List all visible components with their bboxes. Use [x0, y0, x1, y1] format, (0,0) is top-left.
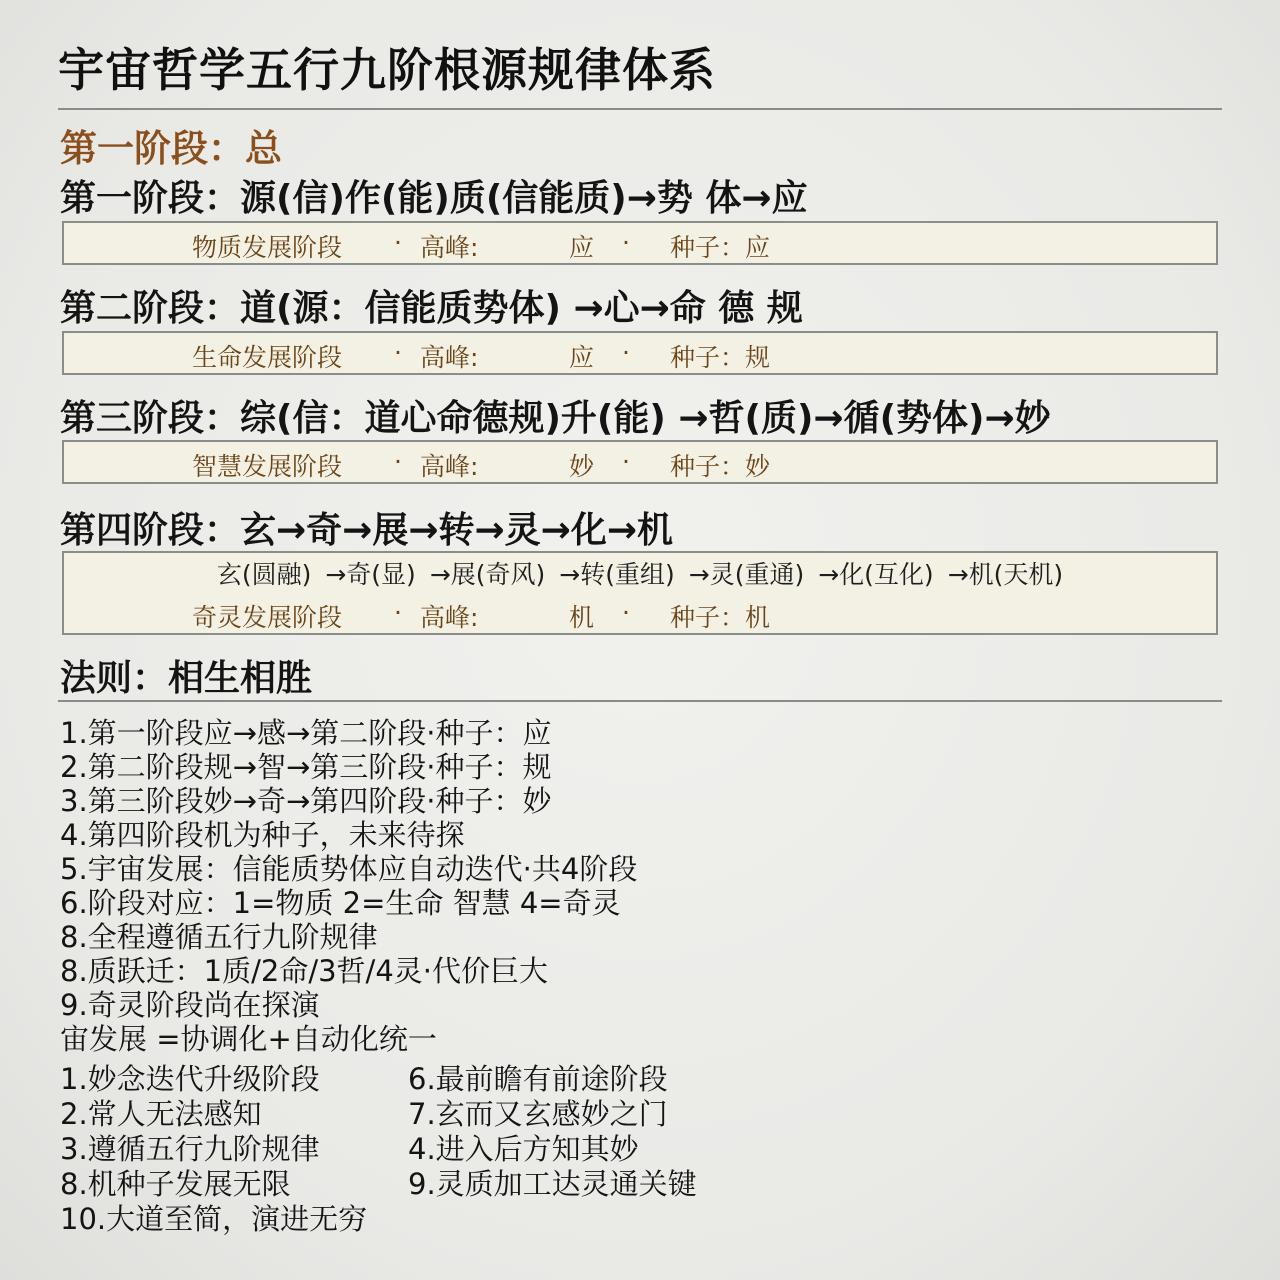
list-item: 宙发展 =协调化+自动化统一 [60, 1022, 437, 1056]
stage-4-info-row [64, 593, 1216, 633]
separator-dot: · [394, 598, 402, 627]
seed-value: 种子：机 [670, 603, 771, 632]
grid-item: 1.妙念迭代升级阶段 [60, 1062, 320, 1096]
stage-name: 奇灵发展阶段 [192, 603, 343, 632]
grid-item: 4.进入后方知其妙 [408, 1132, 639, 1166]
page-title: 宇宙哲学五行九阶根源规律体系 [58, 43, 716, 97]
stage-4-box [62, 551, 1218, 635]
peak-label: 高峰: [420, 452, 479, 481]
laws-divider [58, 700, 1222, 702]
sequence-item: →灵(重通) [688, 560, 805, 589]
separator-dot: · [394, 447, 402, 476]
list-item: 2.第二阶段规→智→第三阶段·种子：规 [60, 750, 552, 784]
stage-4-heading: 第四阶段：玄→奇→展→转→灵→化→机 [60, 510, 673, 551]
grid-item: 2.常人无法感知 [60, 1097, 262, 1131]
separator-dot: · [622, 598, 630, 627]
laws-heading: 法则：相生相胜 [60, 658, 313, 699]
grid-item: 9.灵质加工达灵通关键 [408, 1167, 697, 1201]
separator-dot: · [622, 447, 630, 476]
sequence-item: →转(重组) [559, 560, 675, 589]
sequence-item: →机(天机) [947, 560, 1064, 589]
seed-value: 种子：妙 [670, 452, 771, 481]
stage-3-info-row [64, 442, 1216, 482]
stage-1-heading: 第一阶段：源(信)作(能)质(信能质)→势 体→应 [60, 178, 808, 219]
separator-dot: · [394, 228, 402, 257]
list-item: 9.奇灵阶段尚在探演 [60, 988, 320, 1022]
stage-3-box [62, 440, 1218, 484]
grid-item: 6.最前瞻有前途阶段 [408, 1062, 668, 1096]
list-item: 8.全程遵循五行九阶规律 [60, 920, 378, 954]
stage-2-info-row [64, 333, 1216, 373]
peak-label: 高峰: [420, 603, 479, 632]
list-item: 8.质跃迁：1质/2命/3哲/4灵·代价巨大 [60, 954, 549, 988]
list-item: 1.第一阶段应→感→第二阶段·种子：应 [60, 716, 552, 750]
stage-3-heading: 第三阶段：综(信：道心命德规)升(能) →哲(质)→循(势体)→妙 [60, 398, 1051, 439]
peak-value: 妙 [569, 452, 595, 481]
seed-value: 种子：规 [670, 343, 771, 372]
separator-dot: · [622, 338, 630, 367]
sequence-item: →化(互化) [818, 560, 934, 589]
stage-4-sequence-row [64, 553, 1216, 593]
list-item: 6.阶段对应：1=物质 2=生命 智慧 4=奇灵 [60, 886, 621, 920]
laws-list [60, 716, 637, 1056]
stage-2-heading: 第二阶段：道(源：信能质势体) →心→命 德 规 [60, 288, 803, 329]
separator-dot: · [394, 338, 402, 367]
grid-item: 10.大道至简，演进无穷 [60, 1202, 368, 1236]
stage-1-info-row [64, 223, 1216, 263]
overview-heading: 第一阶段：总 [60, 127, 282, 170]
sequence-item: →奇(显) [325, 560, 416, 589]
stage-name: 物质发展阶段 [192, 233, 343, 262]
stage-2-box [62, 331, 1218, 375]
grid-item: 8.机种子发展无限 [60, 1167, 291, 1201]
peak-label: 高峰: [420, 343, 479, 372]
grid-item: 7.玄而又玄感妙之门 [408, 1097, 668, 1131]
seed-value: 种子：应 [670, 233, 771, 262]
stage-name: 智慧发展阶段 [192, 452, 343, 481]
list-item: 3.第三阶段妙→奇→第四阶段·种子：妙 [60, 784, 552, 818]
peak-value: 应 [569, 343, 595, 372]
peak-label: 高峰: [420, 233, 479, 262]
list-item: 4.第四阶段机为种子，未来待探 [60, 818, 465, 852]
separator-dot: · [622, 228, 630, 257]
peak-value: 应 [569, 233, 595, 262]
stage-name: 生命发展阶段 [192, 343, 343, 372]
stage-1-box [62, 221, 1218, 265]
grid-item: 3.遵循五行九阶规律 [60, 1132, 320, 1166]
peak-value: 机 [569, 603, 595, 632]
sequence-item: 玄(圆融) [216, 560, 312, 589]
list-item: 5.宇宙发展：信能质势体应自动迭代·共4阶段 [60, 852, 638, 886]
title-divider [58, 108, 1222, 110]
sequence-item: →展(奇风) [429, 560, 546, 589]
